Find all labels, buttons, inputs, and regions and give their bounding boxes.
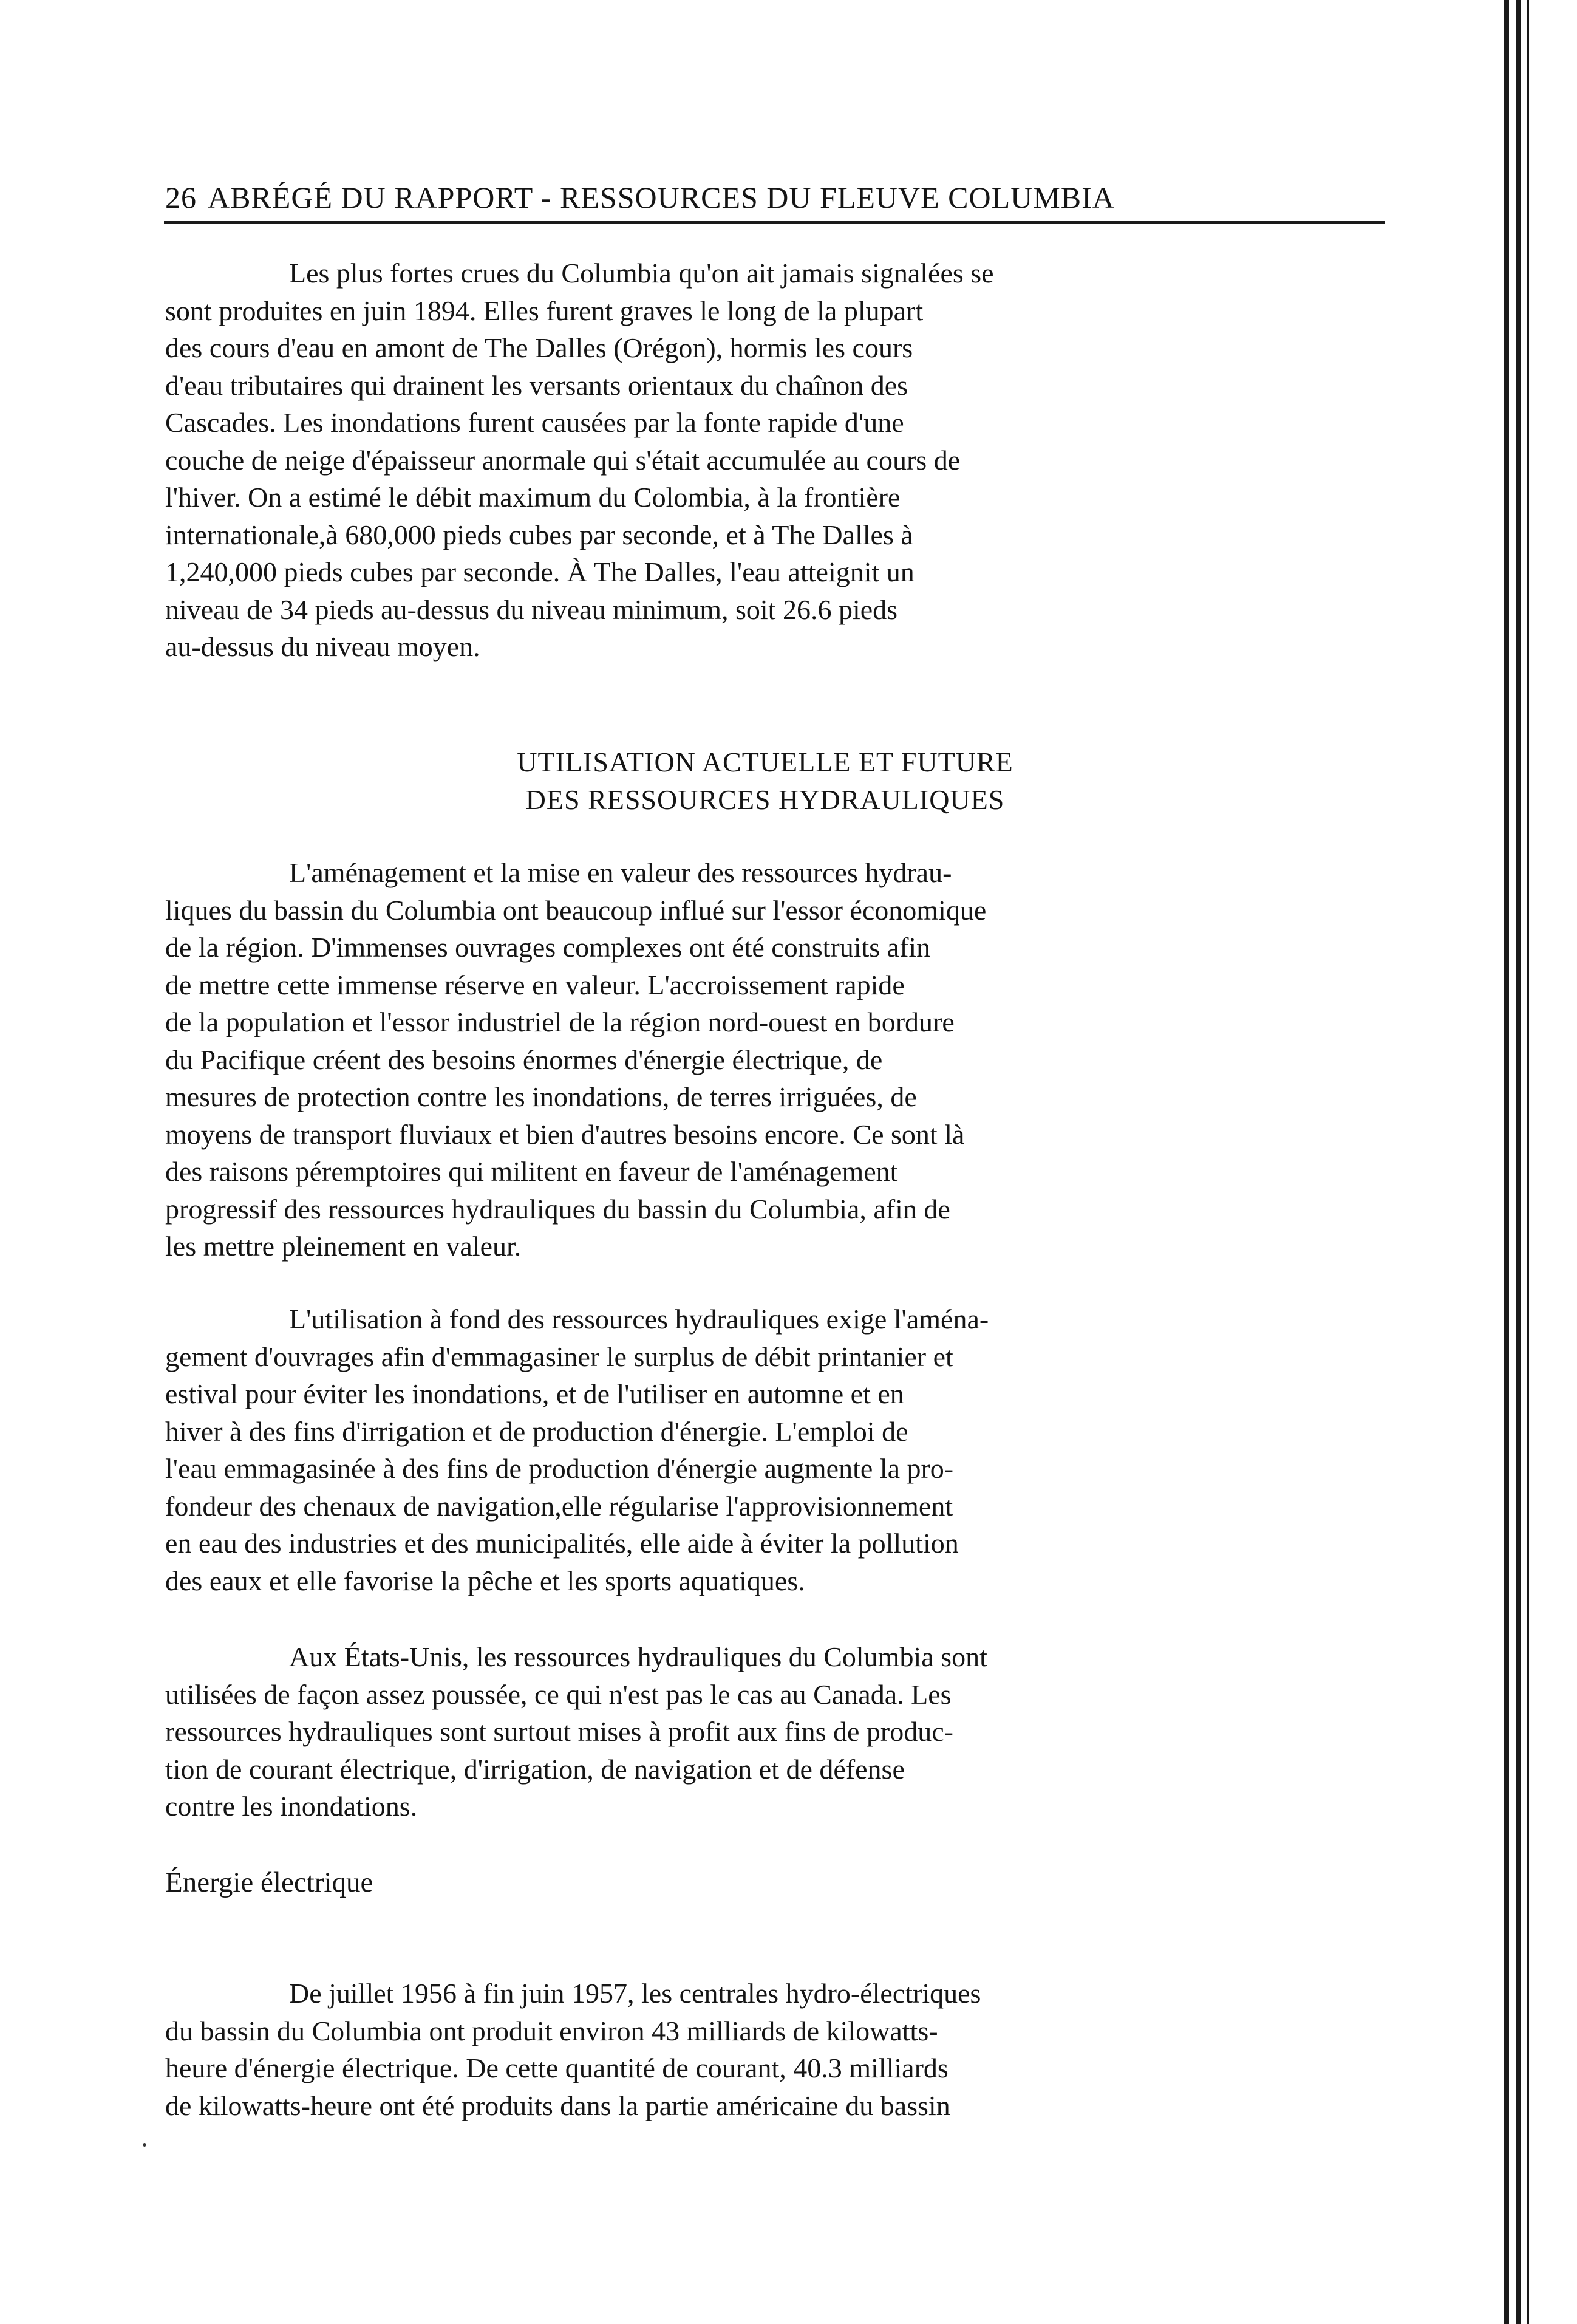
text-line: estival pour éviter les inondations, et de l'utiliser en automne et en [165, 1378, 904, 1409]
subsection-heading: Énergie électrique [165, 1867, 373, 1898]
text-line: du Pacifique créent des besoins énormes d'énergie électrique, de [165, 1044, 883, 1075]
paragraph-5 [165, 1975, 981, 2124]
text-line: hiver à des fins d'irrigation et de production d'énergie. L'emploi de [165, 1415, 908, 1447]
paragraph-1 [165, 255, 994, 666]
section-heading-line: UTILISATION ACTUELLE ET FUTURE [517, 747, 1013, 778]
text-line: en eau des industries et des municipalités, elle aide à éviter la pollution [165, 1528, 959, 1559]
text-line: tion de courant électrique, d'irrigation, de navigation et de défense [165, 1753, 905, 1785]
page-number: 26 [165, 180, 197, 214]
text-line: contre les inondations. [165, 1791, 418, 1822]
text-line: de mettre cette immense réserve en valeur. L'accroissement rapide [165, 969, 905, 1000]
text-line: couche de neige d'épaisseur anormale qui s'était accumulée au cours de [165, 444, 961, 476]
binding-edge [1504, 0, 1509, 2324]
header-rule [164, 221, 1385, 224]
text-line: progressif des ressources hydrauliques du bassin du Columbia, afin de [165, 1193, 950, 1225]
text-line: 1,240,000 pieds cubes par seconde. À The Dalles, l'eau atteignit un [165, 556, 915, 587]
text-line: de la région. D'immenses ouvrages complexes ont été construits afin [165, 932, 931, 963]
text-line: niveau de 34 pieds au-dessus du niveau minimum, soit 26.6 pieds [165, 593, 898, 625]
text-line: L'aménagement et la mise en valeur des ressources hydrau- [289, 857, 952, 888]
text-line: du bassin du Columbia ont produit environ 43 milliards de kilowatts- [165, 2015, 938, 2046]
text-line: gement d'ouvrages afin d'emmagasiner le surplus de débit printanier et [165, 1341, 953, 1372]
text-line: internationale,à 680,000 pieds cubes par seconde, et à The Dalles à [165, 519, 913, 550]
text-line: fondeur des chenaux de navigation,elle régularise l'approvisionnement [165, 1490, 953, 1522]
text-line: moyens de transport fluviaux et bien d'autres besoins encore. Ce sont là [165, 1118, 965, 1150]
binding-edge [1527, 0, 1529, 2324]
paragraph-2 [165, 854, 986, 1265]
text-line: des cours d'eau en amont de The Dalles (Orégon), hormis les cours [165, 332, 913, 363]
text-line: mesures de protection contre les inondations, de terres irriguées, de [165, 1081, 917, 1112]
text-line: Cascades. Les inondations furent causées par la fonte rapide d'une [165, 407, 904, 438]
text-line: sont produites en juin 1894. Elles furent graves le long de la plupart [165, 295, 924, 326]
text-line: au-dessus du niveau moyen. [165, 631, 480, 662]
running-header [165, 180, 1331, 215]
text-line: Les plus fortes crues du Columbia qu'on ait jamais signalées se [289, 258, 994, 289]
text-line: d'eau tributaires qui drainent les versants orientaux du chaînon des [165, 369, 908, 401]
binding-edge [1516, 0, 1521, 2324]
section-heading [0, 743, 1530, 819]
text-line: ressources hydrauliques sont surtout mises à profit aux fins de produc- [165, 1716, 953, 1747]
text-line: des eaux et elle favorise la pêche et les sports aquatiques. [165, 1565, 805, 1596]
text-line: l'hiver. On a estimé le débit maximum du Colombia, à la frontière [165, 482, 901, 513]
paragraph-3 [165, 1300, 989, 1599]
text-line: liques du bassin du Columbia ont beaucoup influé sur l'essor économique [165, 894, 987, 926]
running-title: ABRÉGÉ DU RAPPORT - RESSOURCES DU FLEUVE COLUMBIA [208, 180, 1115, 214]
text-line: les mettre pleinement en valeur. [165, 1231, 522, 1262]
text-line: Aux États-Unis, les ressources hydrauliques du Columbia sont [289, 1641, 987, 1672]
scan-speck [143, 2143, 146, 2147]
text-line: utilisées de façon assez poussée, ce qui n'est pas le cas au Canada. Les [165, 1678, 952, 1710]
text-line: des raisons péremptoires qui militent en faveur de l'aménagement [165, 1156, 898, 1187]
text-line: heure d'énergie électrique. De cette quantité de courant, 40.3 milliards [165, 2052, 949, 2083]
text-line: L'utilisation à fond des ressources hydrauliques exige l'aména- [289, 1304, 989, 1335]
text-line: l'eau emmagasinée à des fins de production d'énergie augmente la pro- [165, 1453, 954, 1484]
section-heading-line: DES RESSOURCES HYDRAULIQUES [525, 784, 1005, 815]
text-line: de la population et l'essor industriel de la région nord-ouest en bordure [165, 1006, 955, 1037]
text-line: De juillet 1956 à fin juin 1957, les centrales hydro-électriques [289, 1978, 981, 2009]
text-line: de kilowatts-heure ont été produits dans la partie américaine du bassin [165, 2090, 950, 2121]
paragraph-4 [165, 1638, 987, 1825]
